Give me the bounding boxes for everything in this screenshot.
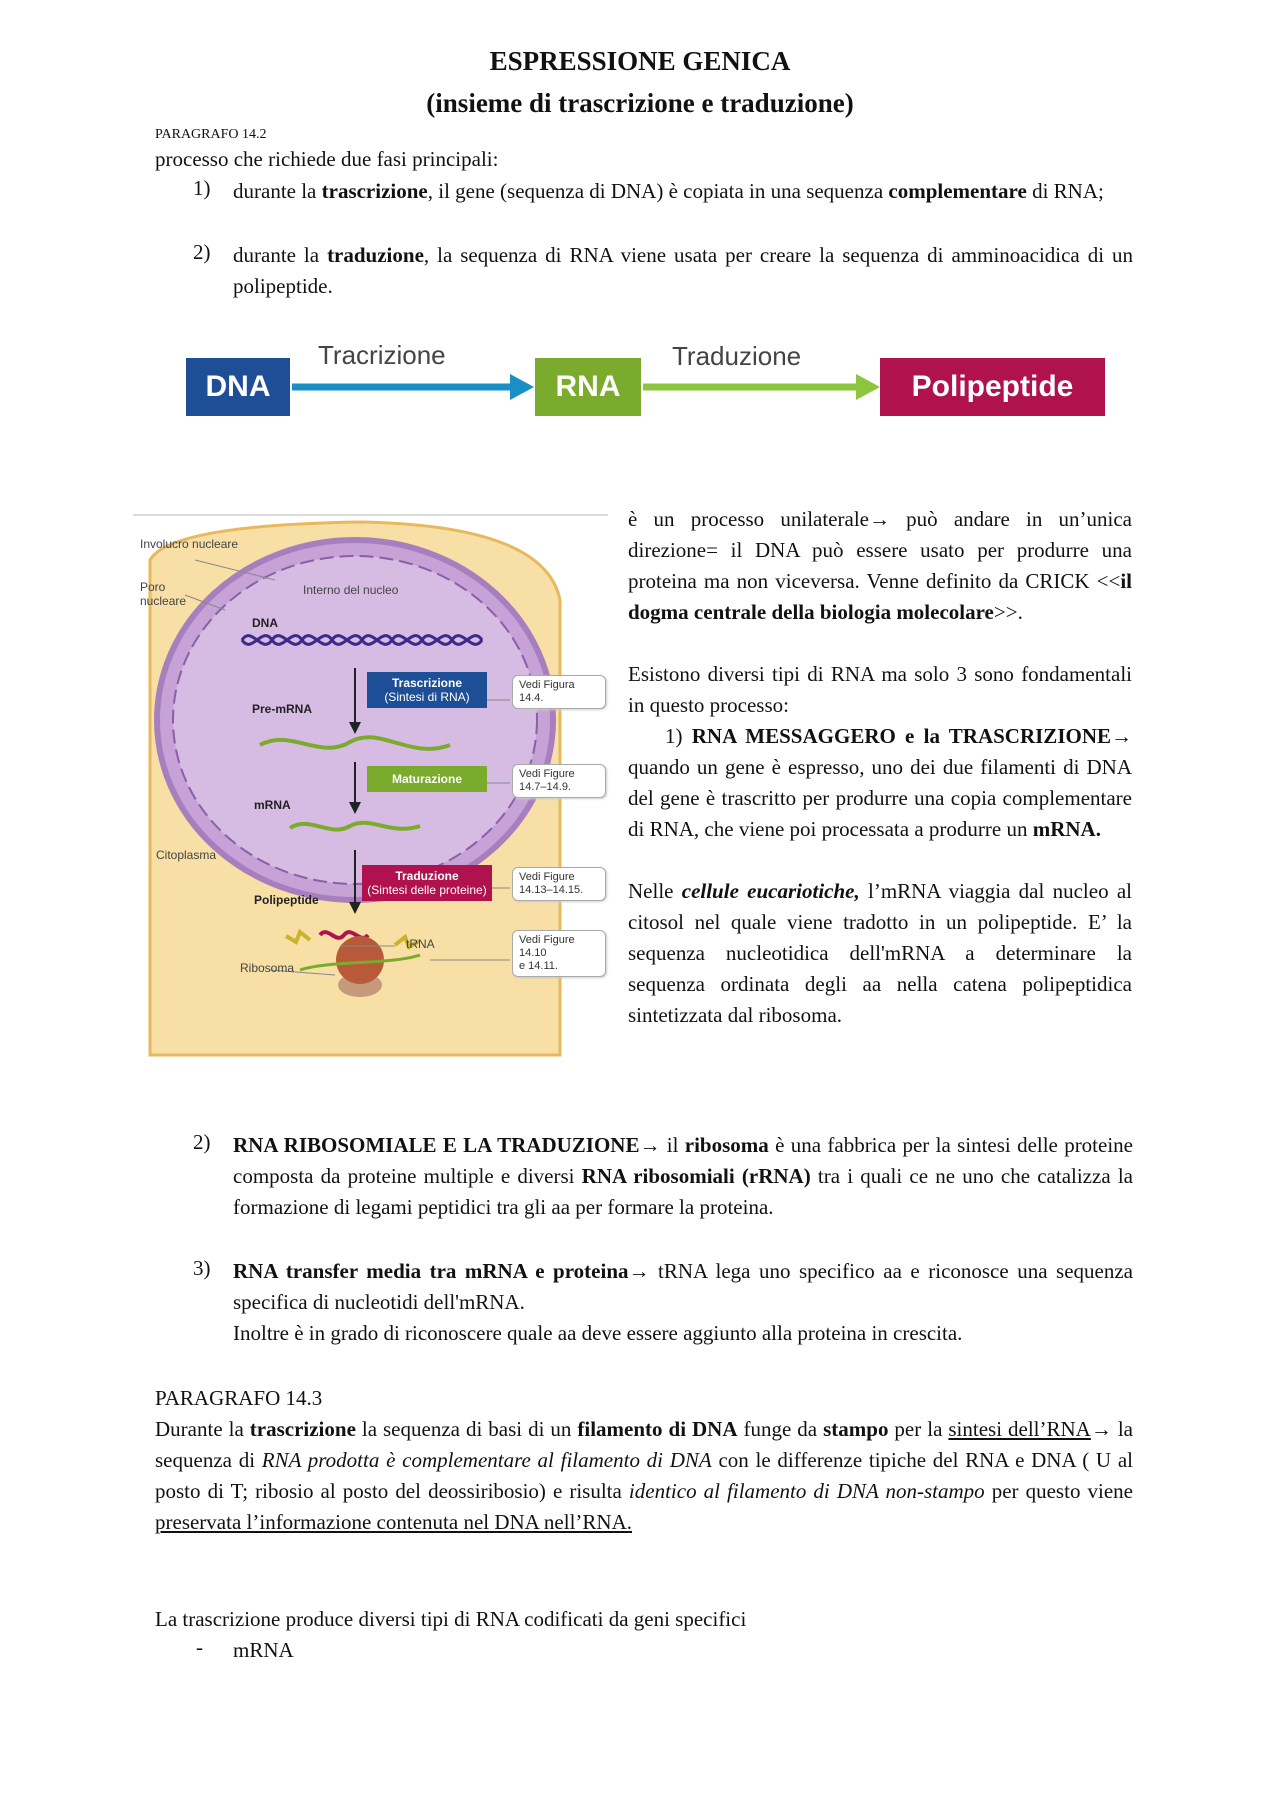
traduzione-label: Traduzione (672, 341, 802, 371)
text: Nelle (628, 879, 682, 903)
term-rna-messaggero: RNA MESSAGGERO e la TRASCRIZIONE (691, 724, 1111, 748)
label-involucro: Involucro nucleare (140, 537, 239, 551)
list-number: 1) (193, 176, 211, 200)
section-heading-14-3: PARAGRAFO 14.3 (155, 1386, 323, 1410)
term-trascrizione: trascrizione (249, 1417, 356, 1441)
paragraph-mrna (628, 721, 1132, 845)
list-number: 1) (665, 724, 692, 748)
term-mrna: mRNA. (1032, 817, 1101, 841)
step-maturazione-title: Maturazione (391, 772, 462, 786)
vedi-text: Vedi Figura (519, 679, 575, 691)
term-complementare: complementare (888, 179, 1027, 203)
vedi-figura-1 (512, 675, 606, 709)
intro-lead: processo che richiede due fasi principali: (155, 147, 499, 171)
step-traduzione-title: Traduzione (395, 869, 459, 883)
text: , il gene (sequenza di DNA) è copiata in una sequenza (427, 179, 889, 203)
label-trna: tRNA (406, 937, 435, 951)
italic-identico: identico al filamento di DNA non-stampo (628, 1479, 985, 1503)
term-filamento: filamento di DNA (577, 1417, 738, 1441)
outro-item: mRNA (233, 1638, 294, 1662)
vedi-figura-3 (512, 867, 606, 901)
label-premrna: Pre-mRNA (252, 702, 313, 716)
text: è una fabbrica per la sintesi delle proteine composta da proteine multiple e diversi (233, 1133, 1133, 1188)
term-ribosoma: ribosoma (684, 1133, 769, 1157)
text: tra i quali ce ne uno che catalizza la formazione di legami peptidici tra gli aa per formare la proteina. (233, 1164, 1133, 1219)
list-number: 3) (193, 1256, 211, 1280)
text: per la (888, 1417, 949, 1441)
text: di RNA; (1026, 179, 1104, 203)
page-title: ESPRESSIONE GENICA (489, 46, 791, 76)
text: → tRNA lega uno specifico aa e riconosce una sequenza specifica di nucleotidi dell'mRNA. (233, 1259, 1133, 1314)
vedi-text: Vedi Figure (519, 871, 575, 883)
cell-figure (0, 0, 610, 1060)
term-stampo: stampo (823, 1417, 889, 1441)
label-interno: Interno del nucleo (303, 583, 399, 597)
list-number: 2) (193, 240, 211, 264)
text: è un processo unilaterale→ può andare in un’unica direzione= il DNA può essere usato per produrre una proteina ma non viceversa. Venne definito da CRICK << (628, 507, 1132, 593)
list-item-rrna (233, 1130, 1133, 1223)
paragraph-dogma (628, 504, 1132, 628)
vedi-figura-4 (512, 930, 606, 977)
vedi-ref: 14.13–14.15. (519, 884, 584, 896)
step-maturazione (367, 766, 487, 792)
italic-complementare: RNA prodotta è complementare al filamento di DNA (261, 1448, 712, 1472)
list-number: 2) (193, 1130, 211, 1154)
label-mrna: mRNA (254, 798, 291, 812)
underline-preservata: preservata l’informazione contenuta nel DNA nell’RNA. (155, 1510, 633, 1534)
step-traduzione (362, 865, 492, 901)
text: l’mRNA viaggia dal nucleo al citosol nel quale viene tradotto in un polipeptide. E’ la sequenza nucleotidica dell'mRNA a determinare la sequenza ordinata degli aa nella catena polipeptidica sintetizzata dal ribosoma. (628, 879, 1132, 1027)
term-traduzione: traduzione (327, 243, 424, 267)
vedi-text: Vedi Figure (519, 768, 575, 780)
text: durante la (233, 179, 322, 203)
text: → la sequenza di (155, 1417, 1133, 1472)
label-polipeptide: Polipeptide (254, 893, 319, 907)
paragraph-14-3 (155, 1414, 1133, 1538)
step-trascrizione (367, 672, 487, 708)
term-cellule-eucariotiche: cellule eucariotiche, (681, 879, 860, 903)
text: , la sequenza di RNA viene usata per creare la sequenza di amminoacidica di un polipeptide. (233, 243, 1134, 298)
text: → quando un gene è espresso, uno dei due filamenti di DNA del gene è trascritto per produrre una copia complementare di RNA, che viene poi processata a produrre un (628, 724, 1132, 841)
label-citoplasma: Citoplasma (156, 848, 217, 862)
vedi-text: Vedi Figure (519, 934, 575, 946)
label-dna: DNA (252, 616, 278, 630)
list-item-trna (233, 1256, 1133, 1349)
step-trascrizione-sub: (Sintesi di RNA) (384, 690, 470, 704)
text: Durante la (155, 1417, 250, 1441)
paragraph-tipi-rna: Esistono diversi tipi di RNA ma solo 3 sono fondamentali in questo processo: (628, 662, 1132, 717)
term-rrna: RNA ribosomiali (rRNA) (581, 1164, 811, 1188)
term-trascrizione: trascrizione (321, 179, 428, 203)
label-poro: Poro nucleare (140, 580, 187, 608)
term-rna-ribosomiale: RNA RIBOSOMIALE E LA TRADUZIONE (233, 1133, 640, 1157)
vedi-figura-2 (512, 764, 606, 798)
bullet: - (196, 1635, 203, 1659)
text: la sequenza di basi di un (355, 1417, 578, 1441)
text: >>. (993, 600, 1023, 624)
polipeptide-box: Polipeptide (880, 358, 1105, 416)
trascrizione-label: Tracrizione (318, 340, 446, 370)
step-trascrizione-title: Trascrizione (391, 676, 463, 690)
text: con le differenze tipiche del RNA e DNA ( U al posto di T; ribosio al posto del deossiribosio) e risulta (155, 1448, 1133, 1503)
text: → il (639, 1133, 685, 1157)
page-subtitle: (insieme di trascrizione e traduzione) (426, 88, 854, 118)
vedi-ref: 14.10 (519, 947, 547, 959)
text: Inoltre è in grado di riconoscere quale aa deve essere aggiunto alla proteina in crescita. (233, 1321, 963, 1345)
term-dogma: il dogma centrale della biologia molecolare (628, 569, 1132, 624)
step-traduzione-sub: (Sintesi delle proteine) (367, 883, 487, 897)
rna-box: RNA (535, 358, 641, 416)
dna-box: DNA (186, 358, 290, 416)
right-column (628, 504, 1132, 1031)
arrow-head-2 (856, 374, 880, 400)
text: per questo viene (984, 1479, 1133, 1503)
vedi-ref: 14.7–14.9. (519, 781, 571, 793)
section-ref: PARAGRAFO 14.2 (155, 127, 267, 142)
vedi-ref: e 14.11. (519, 960, 558, 972)
underline-sintesi: sintesi dell’RNA (948, 1417, 1091, 1441)
text: durante la (233, 243, 328, 267)
vedi-ref: 14.4. (519, 692, 544, 704)
term-rna-transfer: RNA transfer media tra mRNA e proteina (233, 1259, 629, 1283)
text: funge da (737, 1417, 824, 1441)
paragraph-eucariotiche (628, 876, 1132, 1031)
label-ribosoma: Ribosoma (240, 961, 295, 975)
outro-lead: La trascrizione produce diversi tipi di RNA codificati da geni specifici (155, 1607, 747, 1631)
